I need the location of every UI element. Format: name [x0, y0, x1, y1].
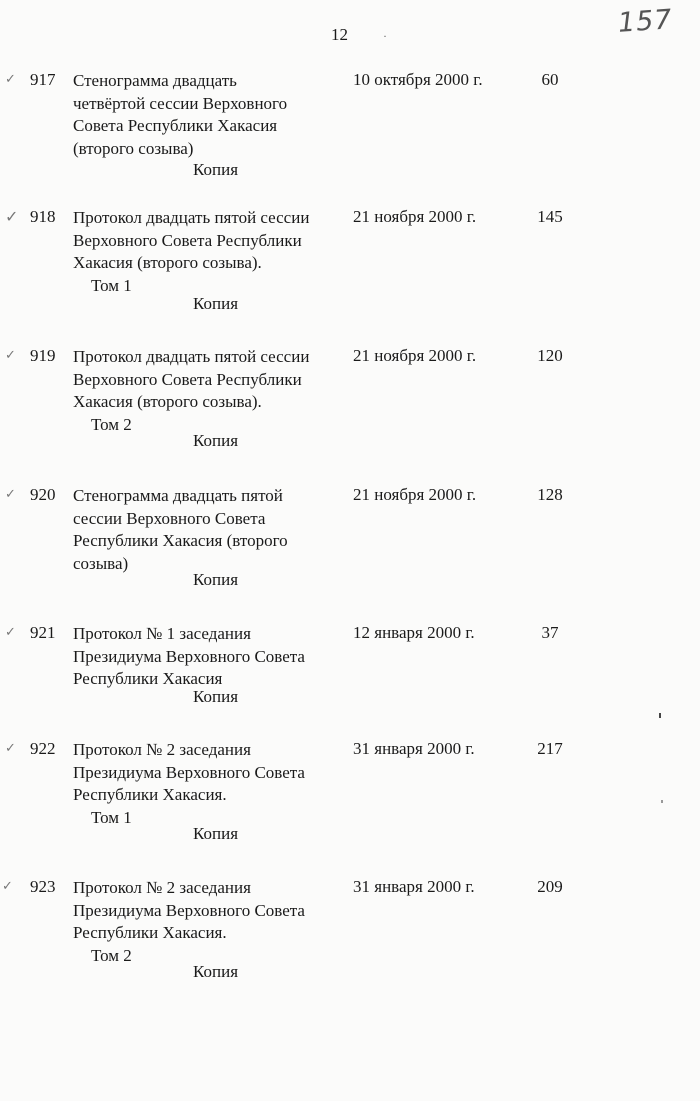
- entry-title-line: Президиума Верховного Совета: [73, 900, 305, 920]
- entry-title-line: Президиума Верховного Совета: [73, 646, 305, 666]
- entry-copy-label: Копия: [193, 160, 239, 179]
- entry-title-line: Хакасия (второго созыва).: [73, 253, 262, 272]
- check-mark-icon: ✓: [5, 741, 16, 756]
- entry-title-line: Протокол № 2 заседания: [73, 878, 251, 897]
- entry-title-line: Совета Республики Хакасия: [73, 116, 278, 135]
- entry-page-count: 209: [537, 877, 563, 896]
- entry-title-line: Президиума Верховного Совета: [73, 762, 305, 782]
- entry-title-line: четвёртой сессии Верховного: [73, 93, 288, 113]
- entry-title-line: созыва): [73, 553, 129, 573]
- entry-page-count: 60: [541, 70, 559, 89]
- entry-title: [73, 623, 345, 691]
- entry-title-line: Верховного Совета Республики: [73, 369, 302, 389]
- entry-title: [73, 346, 345, 436]
- entry-title-line: Протокол № 2 заседания: [73, 740, 251, 759]
- entry-copy-label: Копия: [193, 824, 239, 843]
- entry-title-line: Стенограмма двадцать пятой: [73, 486, 283, 505]
- entry-title-line: Республики Хакасия.: [73, 923, 227, 942]
- entry-title-line: (второго созыва): [73, 138, 194, 158]
- entry-title: [73, 877, 345, 967]
- entry-title: [73, 739, 345, 829]
- handwritten-sheet-number: 157: [616, 4, 674, 39]
- entry-page-count: 37: [541, 623, 559, 642]
- entry-volume: Том 2: [91, 945, 132, 965]
- scan-speck: [661, 800, 663, 803]
- check-mark-icon: ✓: [5, 72, 16, 87]
- entry-date: 21 ноября 2000 г.: [353, 485, 477, 504]
- entry-title-line: Республики Хакасия.: [73, 785, 227, 804]
- entry-title: [73, 70, 345, 160]
- check-mark-icon: ✓: [5, 625, 16, 640]
- entry-date: 31 января 2000 г.: [353, 877, 475, 896]
- entry-title: [73, 485, 345, 575]
- entry-date: 21 ноября 2000 г.: [353, 207, 477, 226]
- entry-page-count: 128: [537, 485, 563, 504]
- entry-title: [73, 207, 345, 297]
- entry-number: 920: [30, 485, 56, 504]
- entry-page-count: 145: [537, 207, 563, 226]
- scan-speck: [659, 713, 661, 718]
- entry-title-line: сессии Верховного Совета: [73, 508, 266, 528]
- entry-date: 10 октября 2000 г.: [353, 70, 483, 89]
- entry-volume: Том 1: [91, 275, 132, 295]
- entry-copy-label: Копия: [193, 687, 239, 706]
- entry-copy-label: Копия: [193, 962, 239, 981]
- entry-title-line: Протокол двадцать пятой сессии: [73, 347, 310, 366]
- entry-number: 919: [30, 346, 56, 365]
- entry-date: 21 ноября 2000 г.: [353, 346, 477, 365]
- entry-number: 918: [30, 207, 56, 226]
- entry-title-line: Стенограмма двадцать: [73, 71, 237, 90]
- entry-number: 921: [30, 623, 56, 642]
- entry-number: 922: [30, 739, 56, 758]
- entry-date: 31 января 2000 г.: [353, 739, 475, 758]
- entry-title-line: Протокол двадцать пятой сессии: [73, 208, 310, 227]
- entry-title-line: Верховного Совета Республики: [73, 230, 302, 250]
- entry-title-line: Республики Хакасия: [73, 669, 223, 688]
- entry-copy-label: Копия: [193, 570, 239, 589]
- entry-title-line: Протокол № 1 заседания: [73, 624, 251, 643]
- entry-number: 917: [30, 70, 56, 89]
- entry-volume: Том 1: [91, 807, 132, 827]
- check-mark-icon: ✓: [5, 348, 16, 363]
- entry-title-line: Республики Хакасия (второго: [73, 531, 288, 550]
- entry-volume: Том 2: [91, 414, 132, 434]
- check-mark-icon: ✓: [5, 487, 16, 502]
- entry-title-line: Хакасия (второго созыва).: [73, 392, 262, 411]
- entry-page-count: 120: [537, 346, 563, 365]
- entry-copy-label: Копия: [193, 294, 239, 313]
- entry-number: 923: [30, 877, 56, 896]
- entry-date: 12 января 2000 г.: [353, 623, 475, 642]
- check-mark-icon: ✓: [5, 207, 19, 226]
- entry-copy-label: Копия: [193, 431, 239, 450]
- entry-page-count: 217: [537, 739, 563, 758]
- check-mark-icon: ✓: [2, 879, 13, 894]
- dot-mark: ·: [383, 29, 387, 43]
- page-number: 12: [331, 25, 348, 44]
